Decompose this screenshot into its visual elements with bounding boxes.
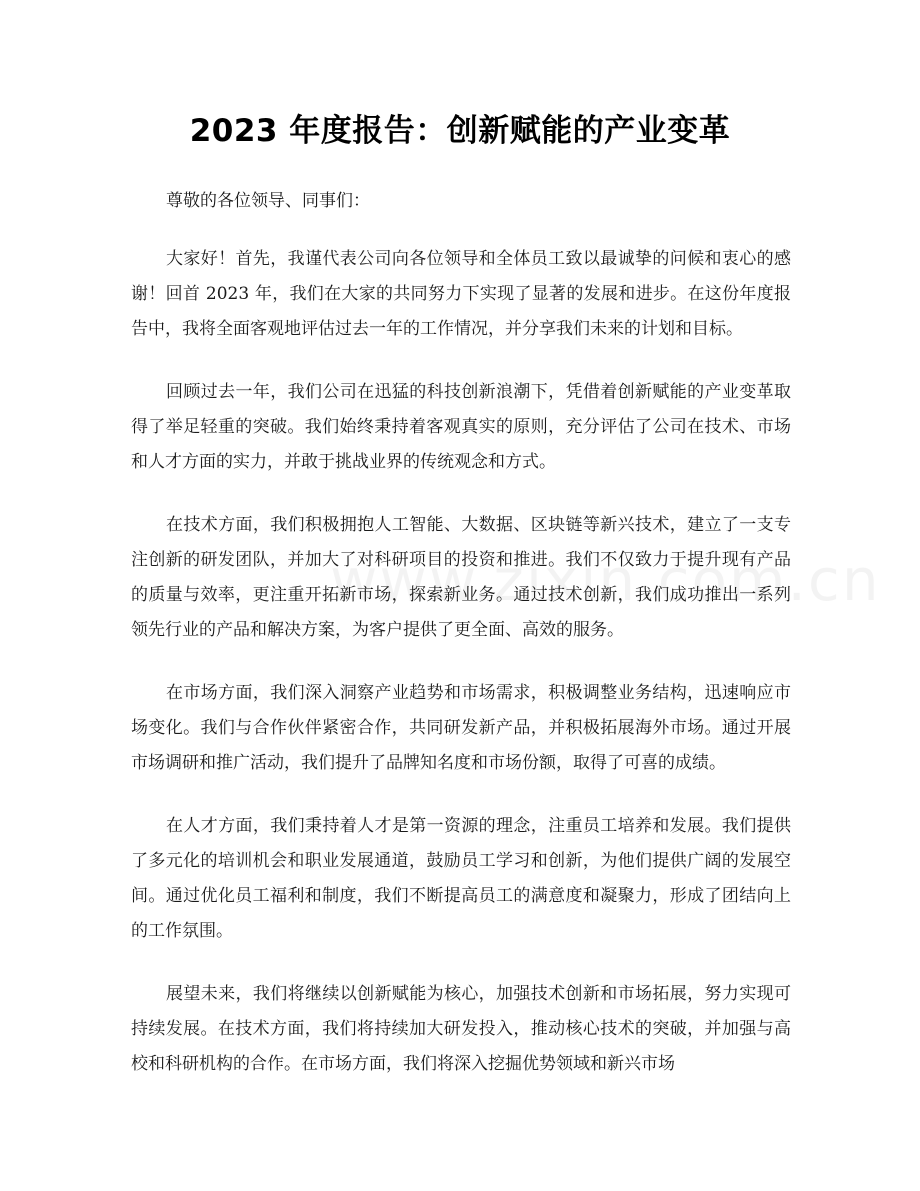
paragraph-technology: 在技术方面，我们积极拥抱人工智能、大数据、区块链等新兴技术，建立了一支专注创新的研发团队，并加大了对科研项目的投资和推进。我们不仅致力于提升现有产品的质量与效率，更注重开拓新市场，探索新业务。通过技术创新，我们成功推出一系列领先行业的产品和解决方案，为客户提供了更全面、高效的服务。: [131, 515, 791, 640]
paragraph-outlook: 展望未来，我们将继续以创新赋能为核心，加强技术创新和市场拓展，努力实现可持续发展。在技术方面，我们将持续加大研发投入，推动核心技术的突破，并加强与高校和科研机构的合作。在市场方面，我们将深入挖掘优势领域和新兴市场: [131, 984, 791, 1074]
paragraph-intro: 大家好！首先，我谨代表公司向各位领导和全体员工致以最诚挚的问候和衷心的感谢！回首 2023 年，我们在大家的共同努力下实现了显著的发展和进步。在这份年度报告中，我将全面客观地评估过去一年的工作情况，并分享我们未来的计划和目标。: [131, 249, 791, 339]
salutation: 尊敬的各位领导、同事们：: [166, 191, 370, 211]
paragraph-market: 在市场方面，我们深入洞察产业趋势和市场需求，积极调整业务结构，迅速响应市场变化。我们与合作伙伴紧密合作，共同研发新产品，并积极拓展海外市场。通过开展市场调研和推广活动，我们提升了品牌知名度和市场份额，取得了可喜的成绩。: [131, 683, 791, 773]
paragraph-talent: 在人才方面，我们秉持着人才是第一资源的理念，注重员工培养和发展。我们提供了多元化的培训机会和职业发展通道，鼓励员工学习和创新，为他们提供广阔的发展空间。通过优化员工福利和制度，我们不断提高员工的满意度和凝聚力，形成了团结向上的工作氛围。: [131, 816, 791, 941]
document-body: [131, 184, 791, 1110]
document-title: 2023 年度报告：创新赋能的产业变革: [189, 113, 731, 149]
paragraph-review: 回顾过去一年，我们公司在迅猛的科技创新浪潮下，凭借着创新赋能的产业变革取得了举足轻重的突破。我们始终秉持着客观真实的原则，充分评估了公司在技术、市场和人才方面的实力，并敢于挑战业界的传统观念和方式。: [131, 382, 791, 472]
